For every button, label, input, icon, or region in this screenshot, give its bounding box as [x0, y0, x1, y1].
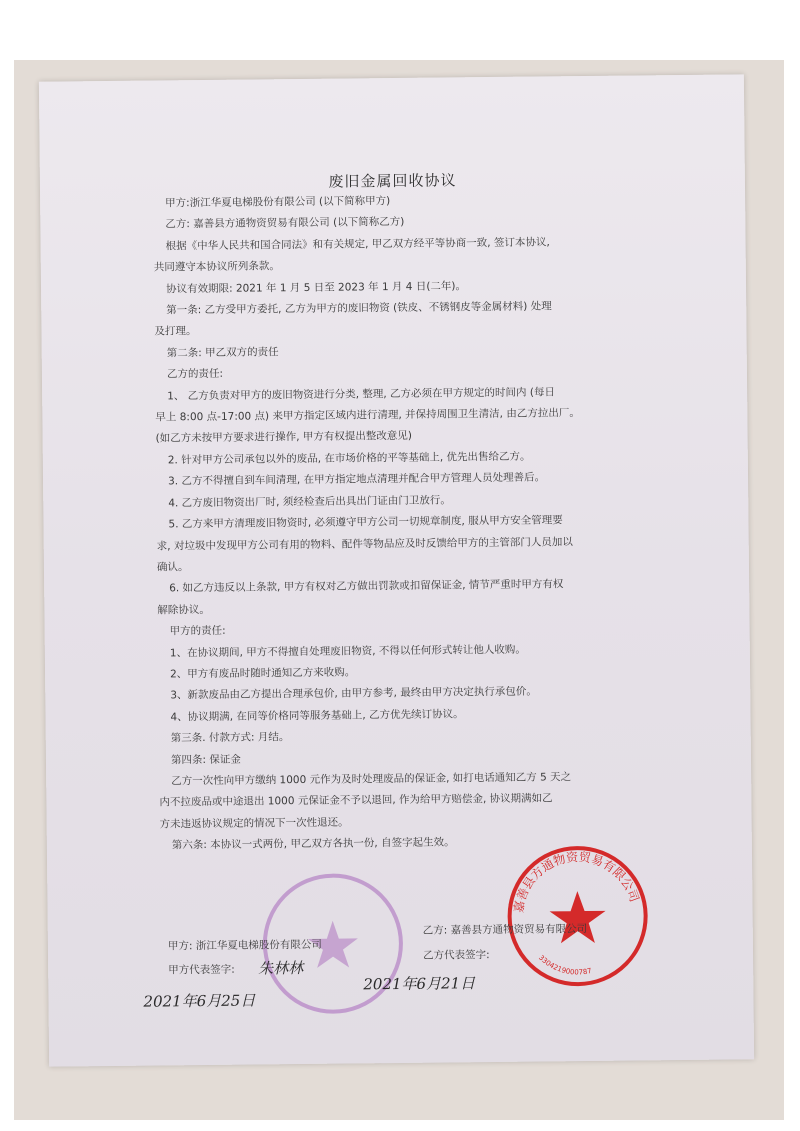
party-a-label: 甲方: 浙江华夏电梯股份有限公司 [167, 938, 322, 953]
body-line: 确认。 [156, 561, 189, 574]
body-line: 内不拉废品或中途退出 1000 元保证金不予以退回, 作为给甲方赔偿金, 协议期满如乙 [159, 792, 553, 809]
body-line: 6. 如乙方违反以上条款, 甲方有权对乙方做出罚款或扣留保证金, 情节严重时甲方有权 [169, 578, 564, 595]
body-line: 共同遵守本协议所列条款。 [153, 260, 280, 274]
svg-text:3304219000787 [537, 953, 593, 977]
body-line: 3. 乙方不得擅自到车间清理, 在甲方指定地点清理并配合甲方管理人员处理善后。 [167, 471, 546, 488]
body-line: 第三条. 付款方式: 月结。 [170, 731, 290, 745]
body-line: 协议有效期限: 2021 年 1 月 5 日至 2023 年 1 月 4 日(二年)。 [165, 279, 467, 296]
party-b-date: 2021年6月21日 [363, 974, 476, 994]
body-line: 3、新款废品由乙方提出合理承包价, 由甲方参考, 最终由甲方决定执行承包价。 [170, 685, 537, 702]
body-line: 2. 针对甲方公司承包以外的废品, 在市场价格的平等基础上, 优先出售给乙方。 [167, 450, 531, 467]
party-b-seal-text: 嘉善县方通物资贸易有限公司 [511, 849, 642, 914]
body-line: 第一条: 乙方受甲方委托, 乙方为甲方的废旧物资 (铁皮、不锈钢皮等金属材料) 处理 [166, 300, 552, 317]
body-line: 乙方一次性向甲方缴纳 1000 元作为及时处理废品的保证金, 如打电话通知乙方 5 天之 [171, 771, 572, 788]
body-line: 4、协议期满, 在同等价格同等服务基础上, 乙方优先续订协议。 [170, 708, 464, 724]
body-line: 4. 乙方废旧物资出厂时, 须经检查后出具出门证由门卫放行。 [168, 494, 451, 510]
body-line: 第二条: 甲乙双方的责任 [166, 346, 279, 360]
party-b-seal-number: 3304219000787 [536, 953, 593, 977]
body-line: 解除协议。 [157, 603, 210, 617]
party-b-rep-label: 乙方代表签字: [422, 949, 490, 962]
party-a-signature: 朱林林 [258, 958, 304, 978]
party-a-rep-label: 甲方代表签字: [168, 963, 235, 977]
body-line: 1、 乙方负责对甲方的废旧物资进行分类, 整理, 乙方必须在甲方规定的时间内 (每日 [167, 385, 556, 403]
party-b-label: 乙方: 嘉善县方通物资贸易有限公司 [422, 923, 588, 937]
document-title: 废旧金属回收协议 [328, 171, 457, 191]
body-line: 求, 对垃圾中发现甲方公司有用的物料、配件等物品应及时反馈给甲方的主管部门人员加以 [156, 535, 573, 553]
party-b-seal [502, 840, 654, 992]
party-a-date: 2021年6月25日 [143, 991, 256, 1011]
body-line: 5. 乙方来甲方清理废旧物资时, 必须遵守甲方公司一切规章制度, 服从甲方安全管理要 [168, 514, 563, 531]
body-line: 第六条: 本协议一式两份, 甲乙双方各执一份, 自签字起生效。 [171, 836, 455, 852]
body-line: 第四条: 保证金 [170, 753, 241, 766]
body-line: 乙方的责任: [166, 368, 224, 381]
body-line: 1、在协议期间, 甲方不得擅自处理废旧物资, 不得以任何形式转让他人收购。 [169, 643, 526, 659]
body-line: 乙方: 嘉善县方通物资贸易有限公司 (以下简称乙方) [165, 216, 405, 231]
document-page [39, 74, 754, 1066]
document-body [153, 187, 740, 857]
body-line: 甲方:浙江华夏电梯股份有限公司 (以下简称甲方) [165, 195, 391, 210]
body-line: 方未违返协议规定的情况下一次性退还。 [159, 816, 349, 831]
body-line: 甲方的责任: [169, 624, 226, 638]
body-line: 及打理。 [154, 325, 197, 338]
body-line: 早上 8:00 点-17:00 点) 来甲方指定区域内进行清理, 并保持周围卫生清洁, 由乙方拉出厂。 [155, 407, 580, 424]
body-line: 根据《中华人民共和国合同法》和有关规定, 甲乙双方经平等协商一致, 签订本协议, [165, 236, 550, 253]
body-line: (如乙方未按甲方要求进行操作, 甲方有权提出整改意见) [155, 430, 413, 445]
body-line: 2、甲方有废品时随时通知乙方来收购。 [170, 666, 356, 681]
